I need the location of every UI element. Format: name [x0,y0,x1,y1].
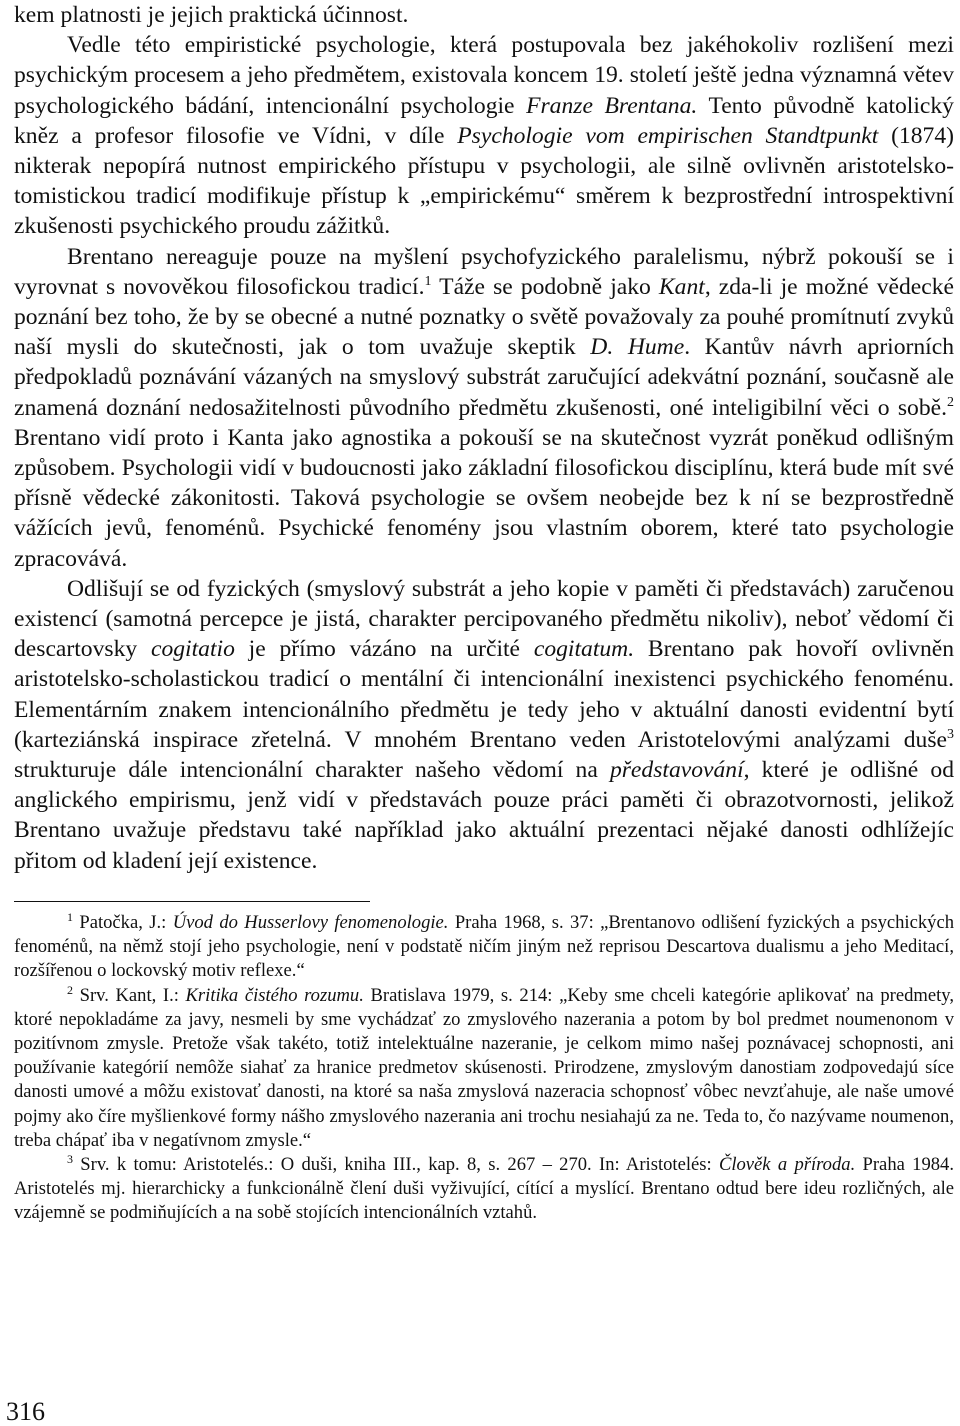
text-run: je přímo vázáno na určité [234,636,534,663]
italic-text: představování [609,757,744,784]
footnote [14,984,954,1153]
text-run: Táže se podobně jako [431,273,659,300]
text-run: kem platnosti je jejich praktická účinnost. [14,2,409,28]
footnote-reference: 2 [67,982,73,997]
text-run: Odlišují se od fyzických (smyslový substrát a jeho kopie v paměti či představách) zaručenou existencí (samotná percepce je jistá, charakter percipovaného předmětu nikoliv), neboť vědomí či descartovsky [14,575,954,663]
footnote-reference: 1 [424,273,432,289]
text-run: Brentano nereaguje pouze na myšlení psychofyzického paralelismu, nýbrž pokouší se i vyrovnat s novověkou filosofickou tradicí. [14,243,954,300]
text-run: Tento původně katolický kněz a profesor filosofie ve Vídni, v díle [14,92,954,149]
paragraph [14,574,954,876]
paragraph [14,0,954,30]
text-run: Praha 1968, s. 37: „Brentanovo odlišení fyzických a psychických fenoménů, na němž stojí jeho psychologie, není v podstatě ničím jiným než reprisou Descartova dualismu a jeho Meditací, rozšířenou o lockovský motiv reflexe.“ [14,911,954,982]
footnote [14,1153,954,1226]
text-run: Bratislava 1979, s. 214: „Keby sme chceli kategórie aplikovať na predmety, ktoré nepokladáme za javy, nesmeli by sme vychádzať zo zmyslového nazerania a potom by bol predmet noumenonom v pozitívnom zmysle. Pretože však takéto, totiž intelektuálne nazeranie, je celkom mimo našej poznávacej schopnosti, ani používanie kategórií nemôže siahať za hranice predmetov skúsenosti. Prirodzene, zmyslovým danostiam zodpovedajú síce danosti umové a môžu existovať danosti, na ktoré sa naša zmyslová nazeracia schopnosť vôbec nevzťahuje, ale naše umové pojmy ako číre myšlienkové formy nášho zmyslového nazerania ani trochu nesiahajú za ne. Teda to, čo nazývame noumenon, treba chápať iba v negatívnom zmysle.“ [14,984,954,1151]
text-run: strukturuje dále intencionální charakter našeho vědomí na [14,757,610,784]
footnote-separator [14,901,370,902]
page-number: 316 [6,1397,45,1426]
paragraph [14,30,954,241]
body-text [14,0,954,876]
text-run: Vedle této empiristické psychologie, která postupovala bez jakéhokoliv rozlišení mezi psychickým procesem a jeho předmětem, existovala koncem 19. století ještě jedna významná větev psychologického bádání, intencionální psychologie [14,32,954,119]
footnote-reference: 3 [67,1151,73,1166]
text-run: Brentano vidí proto i Kanta jako agnostika a pokouší se na skutečnost vyzrát poněkud odlišným způsobem. Psychologii vidí v budoucnosti jako základní filosofickou disciplínu, která bude mít své přísně vědecké zákonitosti. Taková psychologie se ovšem neobejde bez k ní se bezprostředně vážících jevů, fenoménů. Psychické fenomény jsou vlastním oborem, které tato psychologie zpracovává. [14,424,954,572]
footnotes [14,911,954,1226]
footnote-reference: 2 [947,394,954,410]
italic-text: Kritika čistého rozumu. [185,984,364,1006]
text-run: Praha 1984. Aristotelés mj. hierarchicky a funkcionálně člení duši vyživující, cítící a myslící. Brentano odtud bere ideu rozličných, ale vzájemně se podmiňujících a na sobě stojících intencionálních vztahů. [14,1153,954,1224]
italic-text: Psychologie vom empirischen Standtpunkt [457,122,879,149]
italic-text: cogitatum. [533,636,635,663]
text-run: Srv. k tomu: Aristotelés.: O duši, kniha III., kap. 8, s. 267 – 270. In: Aristotelés: [73,1153,719,1175]
text-run: (1874) nikterak nepopírá nutnost empirického přístupu v psychologii, ale silně ovlivněn aristotelsko-tomistickou tradicí modifikuje přístup k „empirickému“ směrem k bezprostřední introspektivní zkušenosti psychického proudu zážitků. [14,122,954,240]
italic-text: Úvod do Husserlovy fenomenologie. [172,911,449,933]
document-page [14,0,954,1226]
footnote [14,911,954,984]
italic-text: D. Hume [590,334,685,361]
text-run: Brentano pak hovoří ovlivněn aristotelsko-scholastickou tradicí o mentální či intencionální inexistenci psychického fenoménu. Elementárním znakem intencionálního předmětu je tedy jeho v aktuální danosti evidentní bytí (karteziánská inspirace zřetelná. V mnohém Brentano veden Aristotelovými analýzami duše [14,636,955,753]
paragraph [14,242,954,574]
text-run: Srv. Kant, I.: [73,984,186,1006]
italic-text: Člověk a příroda. [718,1153,856,1175]
text-run: , které je odlišné od anglického empirismu, jenž vidí v představách pouze práci paměti či obrazotvornosti, jelikož Brentano uvažuje představu také například jako aktuální prezentaci nějaké danosti odhlížejíc přitom od kladení její existence. [14,757,954,874]
footnote-reference: 3 [947,726,954,742]
text-run: . Kantův návrh apriorních předpokladů poznávání vázaných na smyslový substrát zaručující adekvátní poznání, současně ale znamená doznání nedosažitelnosti původního předmětu zkušenosti, oné inteligibilní věci o sobě. [14,334,955,421]
italic-text: cogitatio [150,636,235,663]
footnote-reference: 1 [67,909,73,924]
italic-text: Franze Brentana. [526,92,698,119]
text-run: , zda-li je možné vědecké poznání bez toho, že by se obecné a nutné poznatky o světě považovaly za pouhé promítnutí zvyků naší mysli do skutečnosti, jak o tom uvažuje skeptik [14,273,955,361]
text-run: Patočka, J.: [73,911,173,933]
italic-text: Kant [658,273,705,300]
